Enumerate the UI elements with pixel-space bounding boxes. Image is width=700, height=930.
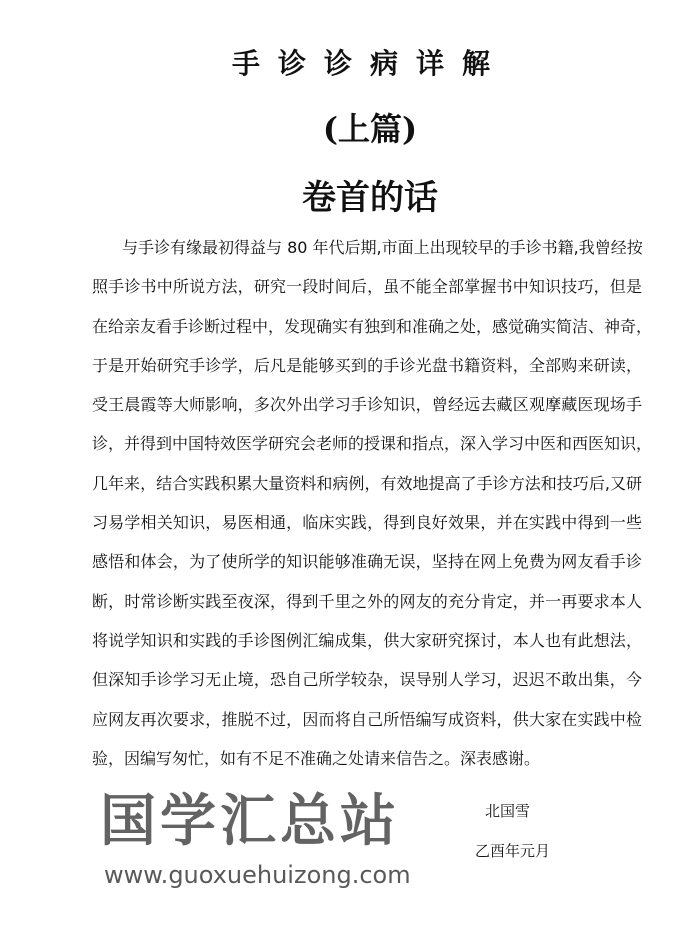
signature-date: 乙酉年元月 (475, 842, 551, 860)
watermark-name: 国学汇总站 (100, 789, 400, 854)
paragraph-line: 将说学知识和实践的手诊图例汇编成集，供大家研究探讨，本人也有此想法， (92, 630, 642, 650)
paragraph-line: 验，因编写匆忙，如有不足不准确之处请来信告之。深表感谢。 (92, 748, 541, 768)
document-subtitle: (上篇) (322, 110, 418, 148)
paragraph-line: 断，时常诊断实践至夜深，得到千里之外的网友的充分肯定，并一再要求本人 (92, 591, 642, 611)
paragraph-line: 但深知手诊学习无止境，恐自己所学较杂，误导别人学习，迟迟不敢出集，今 (92, 670, 642, 690)
watermark-url: www.guoxuehuizong.com (104, 861, 411, 889)
paragraph-line: 在给亲友看手诊断过程中，发现确实有独到和准确之处，感觉确实简洁、神奇， (92, 316, 653, 336)
paragraph-line: 应网友再次要求，推脱不过，因而将自己所悟编写成资料，供大家在实践中检 (92, 709, 642, 729)
document-title: 手诊诊病详解 (231, 47, 508, 80)
paragraph-line: 几年来，结合实践积累大量资料和病例，有效地提高了手诊方法和技巧后,又研 (92, 473, 642, 493)
paragraph-line: 习易学相关知识，易医相通，临床实践，得到良好效果，并在实践中得到一些 (92, 513, 642, 533)
paragraph-line: 于是开始研究手诊学，后凡是能够买到的手诊光盘书籍资料，全部购来研读， (92, 355, 642, 375)
paragraph-line: 与手诊有缘最初得益与 80 年代后期,市面上出现较早的手诊书籍,我曾经按 (122, 238, 643, 257)
paragraph-line: 受王晨霞等大师影响，多次外出学习手诊知识，曾经远去藏区观摩藏医现场手 (92, 395, 642, 415)
section-heading: 卷首的话 (302, 178, 438, 218)
preface-paragraph (92, 237, 653, 787)
author-signature: 北国雪 (485, 802, 531, 820)
paragraph-line: 诊，并得到中国特效医学研究会老师的授课和指点，深入学习中医和西医知识， (92, 434, 653, 454)
paragraph-line: 照手诊书中所说方法，研究一段时间后，虽不能全部掌握书中知识技巧，但是 (92, 277, 642, 297)
paragraph-line: 感悟和体会，为了使所学的知识能够准确无误，坚持在网上免费为网友看手诊 (92, 552, 642, 572)
